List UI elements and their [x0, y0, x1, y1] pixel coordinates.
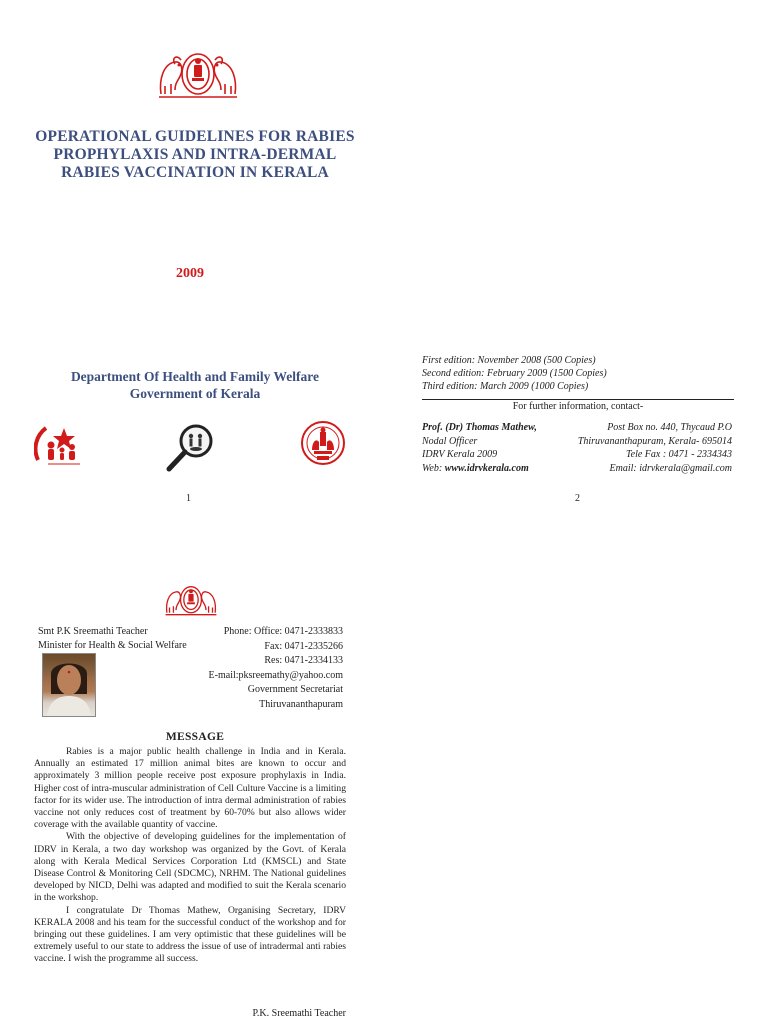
document-title: [20, 128, 370, 182]
edition-line: First edition: November 2008 (500 Copies): [422, 355, 596, 366]
title-line: OPERATIONAL GUIDELINES FOR RABIES: [35, 128, 355, 145]
web-line: [422, 462, 537, 476]
publication-year: 2009: [176, 266, 204, 281]
message-paragraph: Rabies is a major public health challenge in India and in Kerala. Annually an estimated 17 million animal bites are known to occur and approximately 3 million people receive post exposure prophylaxis in India. Higher cost of intra-muscular administration of Cell Culture Vaccine is a limiting factor for its wider use. The introduction of intra dermal administration of rabies vaccine not only reduces cost of treatment by 60-70% but also allows wider coverage with the available quantity of vaccine.: [34, 746, 346, 831]
contact-role: Nodal Officer: [422, 435, 478, 447]
email[interactable]: E-mail:pksreemathy@yahoo.com: [208, 669, 343, 681]
department-name: [20, 368, 370, 402]
edition-line: Second edition: February 2009 (1500 Copies): [422, 368, 607, 379]
edition-line: Third edition: March 2009 (1000 Copies): [422, 381, 589, 392]
contact-org: IDRV Kerala 2009: [422, 449, 498, 460]
address-line: Thiruvananthapuram, Kerala- 695014: [577, 435, 732, 447]
message-body: [34, 746, 346, 966]
contact-person: [422, 421, 537, 475]
office-address: Government Secretariat: [247, 684, 343, 695]
city: Thiruvananthapuram: [259, 698, 343, 710]
divider: [422, 399, 734, 400]
edition-list: [422, 354, 607, 393]
minister-block: [38, 625, 187, 653]
message-heading: MESSAGE: [165, 731, 225, 743]
idrv-magnifier-icon: [163, 421, 219, 475]
res-phone: Res: 0471-2334133: [264, 655, 343, 666]
email[interactable]: Email: idrvkerala@gmail.com: [609, 462, 732, 474]
minister-contact: [190, 625, 343, 712]
nrhm-logo-icon: [34, 420, 94, 468]
contact-address: [540, 421, 732, 475]
minister-title: Minister for Health & Social Welfare: [38, 640, 187, 651]
fax: Fax: 0471-2335266: [264, 640, 343, 652]
dept-line: Department Of Health and Family Welfare: [70, 369, 320, 384]
signature: P.K. Sreemathi Teacher: [252, 1008, 346, 1019]
health-seal-icon: [300, 420, 346, 466]
message-paragraph: I congratulate Dr Thomas Mathew, Organising Secretary, IDRV KERALA 2008 and his team for the successful conduct of the workshop and for bringing out these guidelines. I am very optimistic that these guidelines will be extremely useful to our state to address the issue of use of intradermal anti rabies vaccine. I wish the programme all success.: [34, 904, 346, 965]
web-label: Web:: [422, 462, 445, 474]
web-link[interactable]: www.idrvkerala.com: [444, 462, 529, 474]
telefax: Tele Fax : 0471 - 2334343: [625, 449, 732, 460]
title-line: PROPHYLAXIS AND INTRA-DERMAL: [53, 146, 337, 163]
dept-line: Government of Kerala: [129, 386, 261, 401]
minister-photo: [42, 653, 96, 717]
office-phone: Phone: Office: 0471-2333833: [223, 626, 343, 637]
page-number: 1: [186, 493, 191, 504]
title-line: RABIES VACCINATION IN KERALA: [61, 164, 329, 181]
kerala-emblem-icon: [155, 50, 241, 102]
minister-name: Smt P.K Sreemathi Teacher: [38, 626, 148, 637]
address-line: Post Box no. 440, Thycaud P.O: [607, 422, 732, 433]
page-number: 2: [575, 493, 580, 504]
contact-name: Prof. (Dr) Thomas Mathew,: [422, 422, 537, 433]
further-info-label: For further information, contact-: [512, 401, 644, 412]
message-paragraph: With the objective of developing guidelines for the implementation of IDRV in Kerala, a two day workshop was organized by the Govt. of Kerala along with Kerala Medical Services Corporation Ltd (KMSCL) and State Disease Control & Monitoring Cell (SDCMC), NRHM. The National guidelines developed by NICD, Delhi was adapted and modified to suit the Kerala scenario in the workshop.: [34, 831, 346, 904]
kerala-emblem-icon: [163, 582, 219, 620]
